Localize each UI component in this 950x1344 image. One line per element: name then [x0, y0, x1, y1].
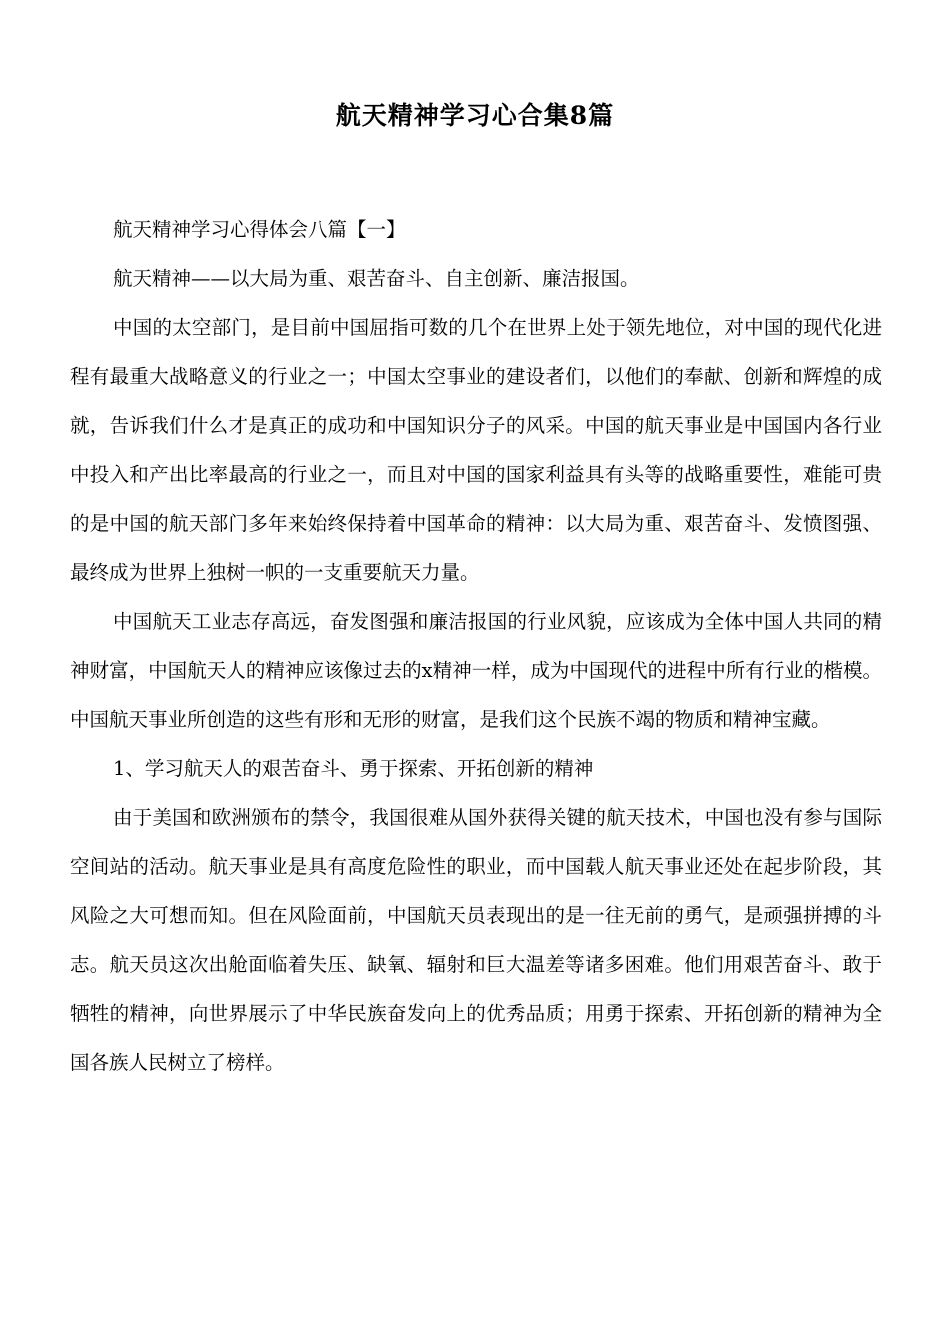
document-body: [70, 205, 882, 1087]
paragraph: 中国航天工业志存高远，奋发图强和廉洁报国的行业风貌，应该成为全体中国人共同的精神财富，中国航天人的精神应该像过去的x精神一样，成为中国现代的进程中所有行业的楷模。中国航天事业所创造的这些有形和无形的财富，是我们这个民族不竭的物质和精神宝藏。: [70, 610, 882, 731]
paragraph: 航天精神——以大局为重、艰苦奋斗、自主创新、廉洁报国。: [113, 267, 640, 290]
paragraph: 中国的太空部门，是目前中国屈指可数的几个在世界上处于领先地位，对中国的现代化进程有最重大战略意义的行业之一；中国太空事业的建设者们，以他们的奉献、创新和辉煌的成就，告诉我们什么才是真正的成功和中国知识分子的风采。中国的航天事业是中国国内各行业中投入和产出比率最高的行业之一，而且对中国的国家利益具有头等的战略重要性，难能可贵的是中国的航天部门多年来始终保持着中国革命的精神：以大局为重、艰苦奋斗、发愤图强、最终成为世界上独树一帜的一支重要航天力量。: [70, 316, 882, 584]
document-title: 航天精神学习心合集8篇: [335, 101, 615, 130]
paragraph: 由于美国和欧洲颁布的禁令，我国很难从国外获得关键的航天技术，中国也没有参与国际空间站的活动。航天事业是具有高度危险性的职业，而中国载人航天事业还处在起步阶段，其风险之大可想而知。但在风险面前，中国航天员表现出的是一往无前的勇气，是顽强拼搏的斗志。航天员这次出舱面临着失压、缺氧、辐射和巨大温差等诸多困难。他们用艰苦奋斗、敢于牺牲的精神，向世界展示了中华民族奋发向上的优秀品质；用勇于探索、开拓创新的精神为全国各族人民树立了榜样。: [70, 806, 882, 1074]
subsection-heading: 1、学习航天人的艰苦奋斗、勇于探索、开拓创新的精神: [113, 757, 594, 780]
section-heading: 航天精神学习心得体会八篇【一】: [113, 218, 406, 241]
